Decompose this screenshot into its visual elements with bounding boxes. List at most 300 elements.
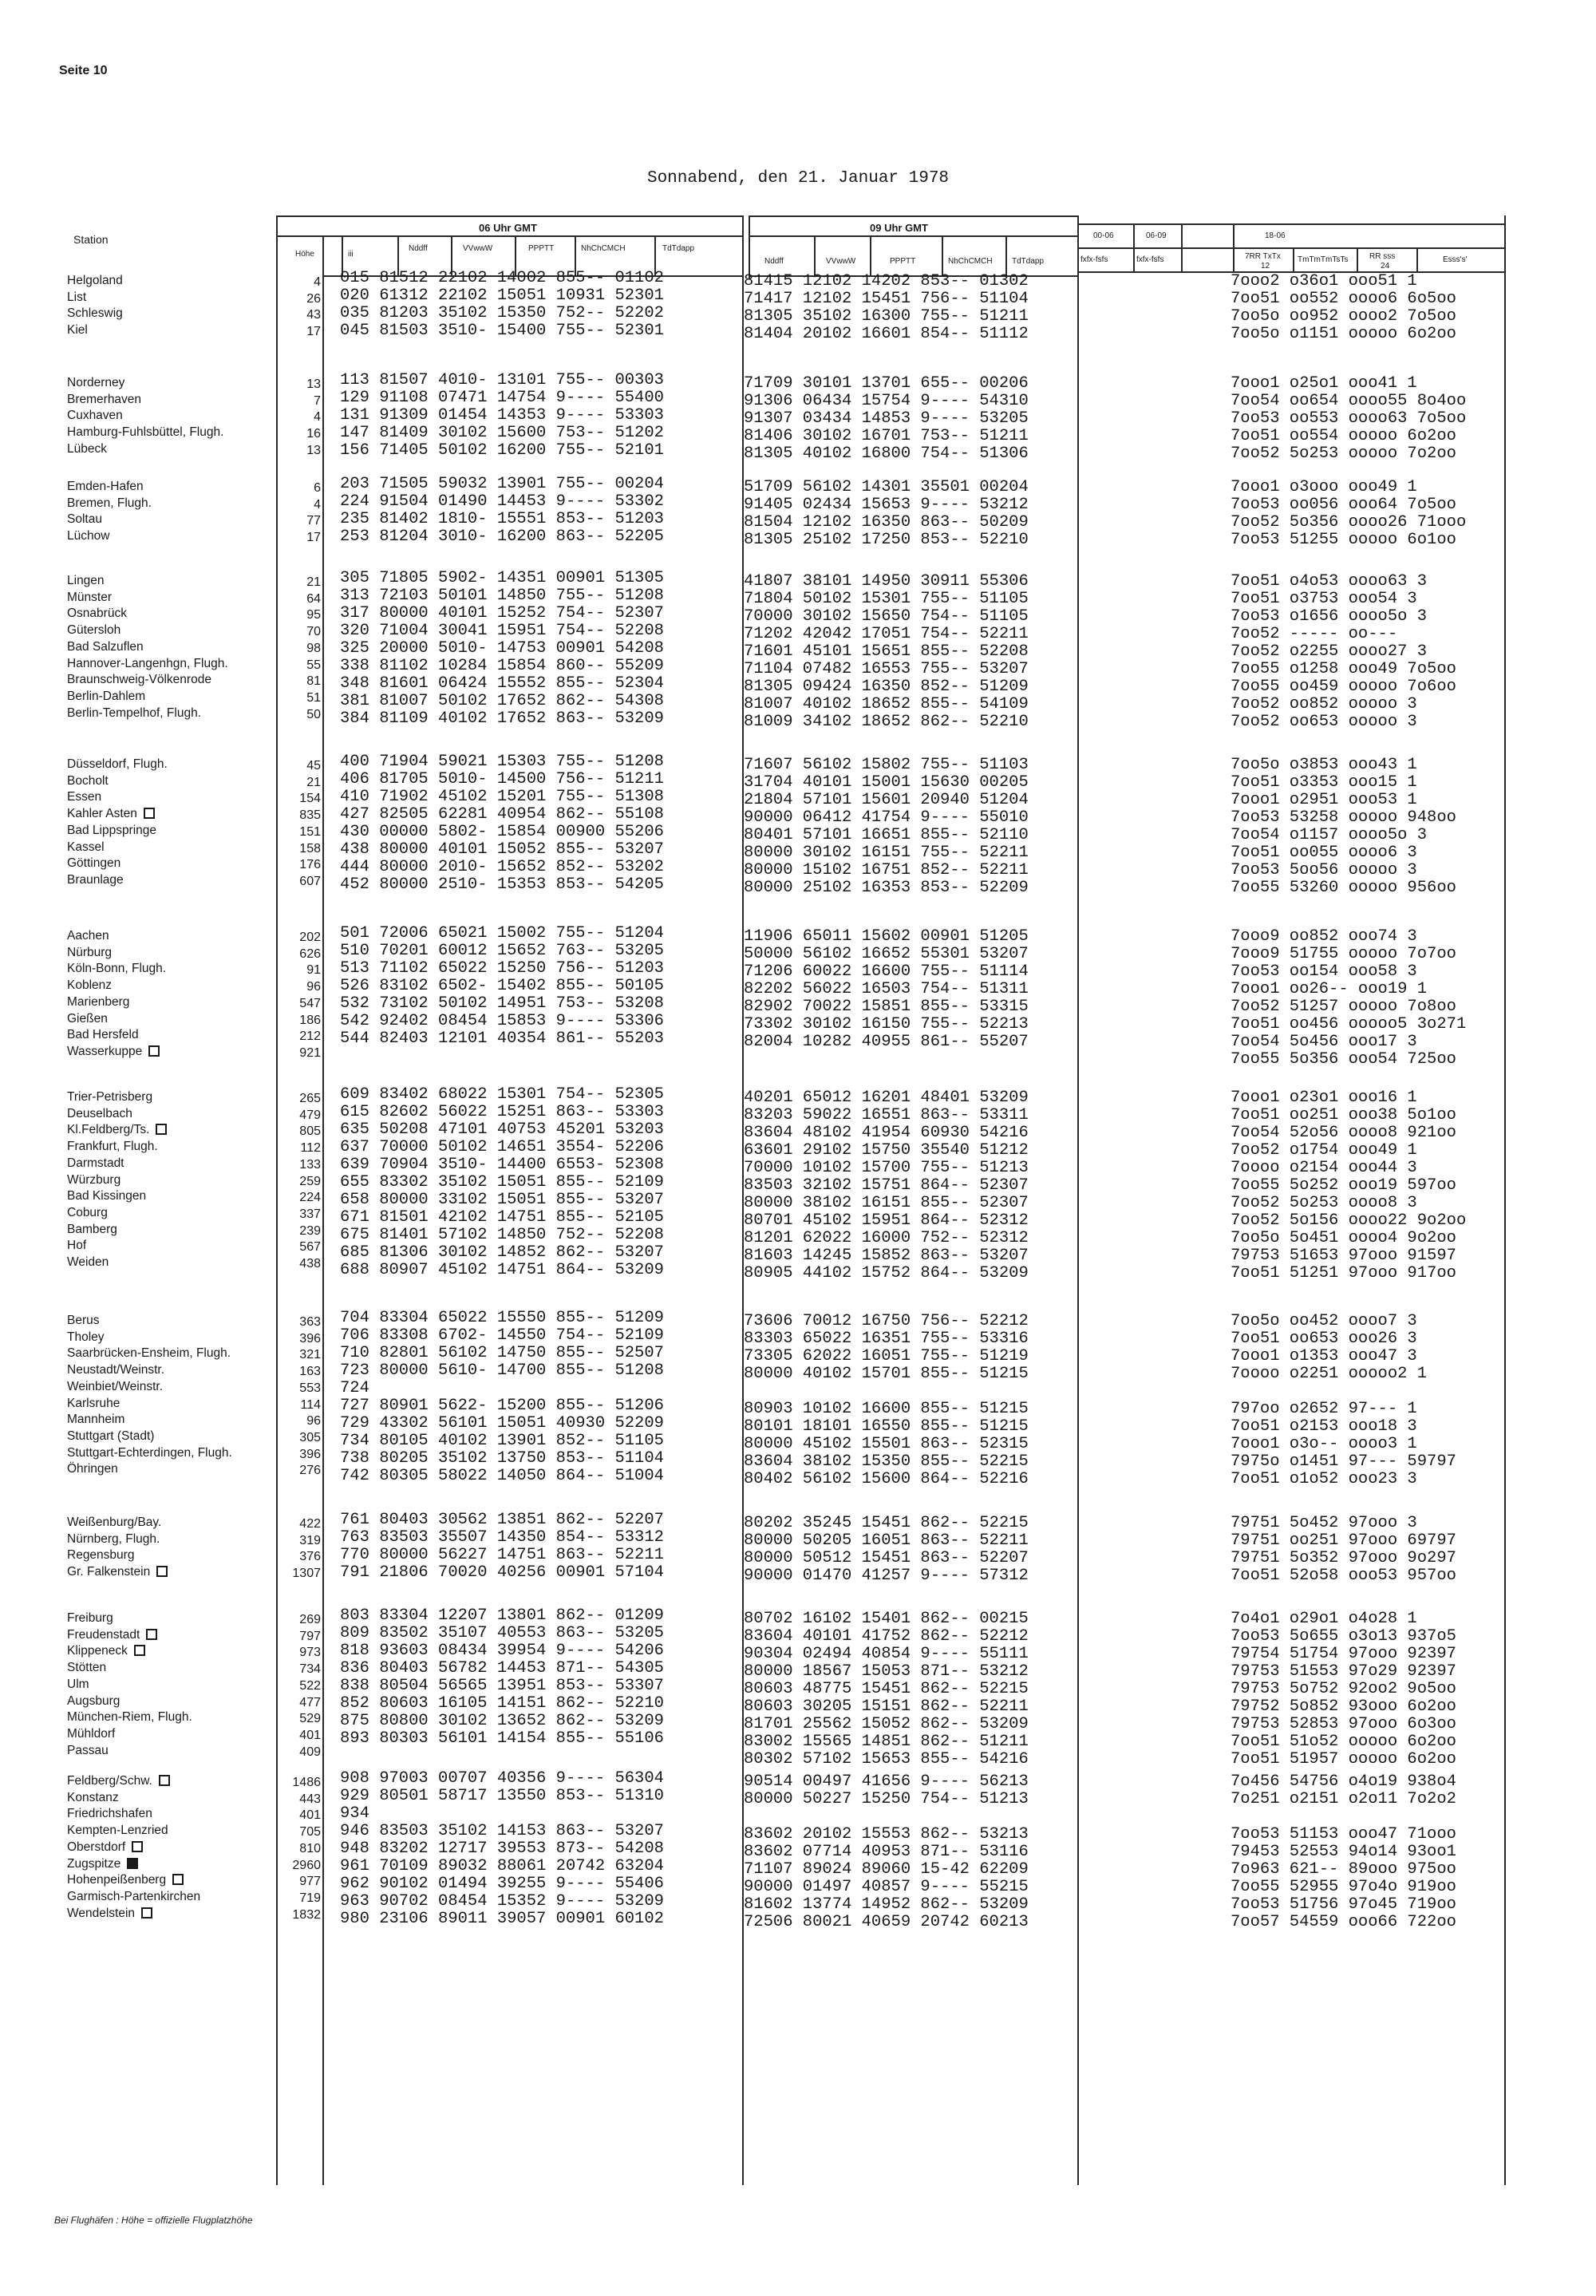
period2-header: 06-09 xyxy=(1146,231,1167,240)
daily-summary-row: 7ooo1 o3ooo ooo49 1 xyxy=(1231,478,1417,496)
station-name xyxy=(67,928,109,944)
daily-summary-row: 7oo5o 5o451 oooo4 9o2oo xyxy=(1231,1229,1456,1247)
observation-row: 72506 80021 40659 20742 60213 xyxy=(744,1913,1029,1931)
observation-row: 71202 42042 17051 754-- 52211 xyxy=(744,625,1029,643)
daily-summary-row: 7oo51 oo055 oooo6 3 xyxy=(1231,844,1417,862)
station-label: Saarbrücken-Ensheim, Flugh. xyxy=(67,1346,231,1361)
observation-row: 81701 25562 15052 862-- 53209 xyxy=(744,1715,1029,1733)
vvwww9-header: VVwwW xyxy=(826,257,856,266)
observation-row: 348 81601 06424 15552 855-- 52304 xyxy=(340,674,664,693)
station-label: Lüchow xyxy=(67,529,110,543)
daily-summary-row: 7o251 o2151 o2o11 7o2o2 xyxy=(1231,1790,1456,1808)
daily-summary-row: 7o456 54756 o4o19 938o4 xyxy=(1231,1772,1456,1791)
station-height: 6 xyxy=(314,481,321,495)
daily-summary-row: 797oo o2652 97--- 1 xyxy=(1231,1400,1417,1418)
station-height: 973 xyxy=(299,1646,321,1660)
station-label: Gr. Falkenstein xyxy=(67,1565,151,1579)
station-name xyxy=(67,1531,160,1547)
station-name xyxy=(67,1461,118,1477)
station-name xyxy=(67,573,105,589)
daily-summary-row: 7oo55 o1258 ooo49 7o5oo xyxy=(1231,660,1456,678)
station-height: 835 xyxy=(299,808,321,823)
station-name xyxy=(67,425,223,441)
station-label: Kl.Feldberg/Ts. xyxy=(67,1123,150,1137)
station-height: 4 xyxy=(314,410,321,425)
footnote: Bei Flughäfen : Höhe = offizielle Flugplatzhöhe xyxy=(54,2215,253,2226)
station-label: Köln-Bonn, Flugh. xyxy=(67,962,167,976)
station-height: 186 xyxy=(299,1013,321,1027)
observation-row: 961 70109 89032 88061 20742 63204 xyxy=(340,1857,664,1875)
observation-row: 734 80105 40102 13901 852-- 51105 xyxy=(340,1432,664,1450)
station-name xyxy=(67,322,88,338)
observation-row: 929 80501 58717 13550 853-- 51310 xyxy=(340,1787,664,1805)
observation-row: 809 83502 35107 40553 863-- 53205 xyxy=(340,1624,664,1642)
station-height: 96 xyxy=(306,980,321,994)
station-name xyxy=(67,1362,164,1378)
station-name xyxy=(67,392,141,408)
daily-summary-row: 7ooo2 o36o1 ooo51 1 xyxy=(1231,272,1417,290)
station-name xyxy=(67,1627,157,1643)
observation-row: 80000 30102 16151 755-- 52211 xyxy=(744,844,1029,862)
daily-summary-row: 79751 5o452 97ooo 3 xyxy=(1231,1514,1417,1532)
daily-summary-row: 7oo52 5o253 ooooo 7o2oo xyxy=(1231,445,1456,463)
observation-row: 438 80000 40101 15052 855-- 53207 xyxy=(340,840,664,859)
observation-row: 83203 59022 16551 863-- 53311 xyxy=(744,1106,1029,1124)
station-height: 479 xyxy=(299,1108,321,1122)
observation-row: 020 61312 22102 15051 10931 52301 xyxy=(340,287,664,305)
station-label: Hannover-Langenhgn, Flugh. xyxy=(67,656,228,670)
daily-summary-row: 7oo53 51153 ooo47 71ooo xyxy=(1231,1825,1456,1844)
station-height: 70 xyxy=(306,625,321,639)
daily-summary-row: 7oo51 oo251 ooo38 5o1oo xyxy=(1231,1106,1456,1124)
mountain-station-marker-icon xyxy=(144,808,155,819)
observation-row: 83602 20102 15553 862-- 53213 xyxy=(744,1825,1029,1844)
station-label: Augsburg xyxy=(67,1693,120,1708)
station-label: Bad Lippspringe xyxy=(67,823,157,837)
observation-row: 63601 29102 15750 35540 51212 xyxy=(744,1141,1029,1160)
daily-summary-row: 7ooo1 o23o1 ooo16 1 xyxy=(1231,1089,1417,1107)
daily-summary-row: 7oo52 5o156 oooo22 9o2oo xyxy=(1231,1211,1467,1230)
station-name xyxy=(67,1872,184,1888)
station-label: Aachen xyxy=(67,929,109,943)
observation-row: 80903 10102 16600 855-- 51215 xyxy=(744,1400,1029,1418)
observation-row: 980 23106 89011 39057 00901 60102 xyxy=(340,1910,664,1928)
station-label: Mannheim xyxy=(67,1413,125,1427)
daily-summary-row: 7oo52 ----- oo--- xyxy=(1231,625,1398,643)
station-height: 553 xyxy=(299,1381,321,1395)
station-label: Braunschweig-Völkenrode xyxy=(67,673,211,687)
station-label: List xyxy=(67,290,87,304)
daily-summary-row: 79753 51553 97o29 92397 xyxy=(1231,1662,1456,1681)
daily-summary-row: 7ooo1 o25o1 ooo41 1 xyxy=(1231,374,1417,393)
station-label: Freudenstadt xyxy=(67,1627,140,1642)
observation-row: 015 81512 22102 14002 855-- 01102 xyxy=(340,269,664,287)
station-height: 4 xyxy=(314,497,321,512)
daily-summary-row: 7oo51 52o58 ooo53 957oo xyxy=(1231,1567,1456,1585)
observation-row: 83303 65022 16351 755-- 53316 xyxy=(744,1330,1029,1348)
station-height: 7 xyxy=(314,393,321,408)
station-label: Osnabrück xyxy=(67,607,127,621)
observation-row: 203 71505 59032 13901 755-- 00204 xyxy=(340,475,664,493)
mountain-station-marker-icon xyxy=(172,1874,184,1885)
station-label: Konstanz xyxy=(67,1790,119,1804)
station-label: Cuxhaven xyxy=(67,409,123,423)
observation-row: 73302 30102 16150 755-- 52213 xyxy=(744,1015,1029,1033)
station-height: 176 xyxy=(299,858,321,872)
station-label: Passau xyxy=(67,1743,109,1757)
station-label: Berlin-Dahlem xyxy=(67,689,146,703)
station-label: Soltau xyxy=(67,512,102,527)
station-label: Lingen xyxy=(67,574,105,587)
observation-row: 836 80403 56782 14453 871-- 54305 xyxy=(340,1659,664,1678)
station-name xyxy=(67,1643,145,1659)
observation-row: 80000 50227 15250 754-- 51213 xyxy=(744,1790,1029,1808)
station-label: Helgoland xyxy=(67,274,123,287)
observation-row: 946 83503 35102 14153 863-- 53207 xyxy=(340,1822,664,1840)
mountain-station-marker-icon xyxy=(146,1629,157,1640)
daily-summary-row: 7oooo o2251 ooooo2 1 xyxy=(1231,1365,1428,1383)
observation-row: 80101 18101 16550 855-- 51215 xyxy=(744,1417,1029,1436)
station-name xyxy=(67,408,123,424)
daily-summary-row: 7oo54 52o56 oooo8 921oo xyxy=(1231,1124,1456,1142)
station-name xyxy=(67,1429,154,1444)
station-label: Frankfurt, Flugh. xyxy=(67,1140,158,1154)
station-label: Tholey xyxy=(67,1330,105,1344)
observation-row: 90000 01497 40857 9---- 55215 xyxy=(744,1878,1029,1896)
observation-row: 31704 40101 15001 15630 00205 xyxy=(744,773,1029,792)
station-label: Bad Salzuflen xyxy=(67,639,144,654)
station-name xyxy=(67,479,144,495)
station-name xyxy=(67,1205,108,1221)
daily-summary-row: 7oo55 oo459 ooooo 7o6oo xyxy=(1231,678,1456,696)
station-height: 114 xyxy=(300,1397,321,1412)
mountain-station-marker-icon xyxy=(141,1907,152,1919)
observation-row: 688 80907 45102 14751 864-- 53209 xyxy=(340,1261,664,1279)
station-height: 16 xyxy=(306,427,321,441)
station-height: 96 xyxy=(306,1414,321,1429)
observation-row: 615 82602 56022 15251 863-- 53303 xyxy=(340,1103,664,1121)
daily-summary-row: 7oo52 5o356 oooo26 71ooo xyxy=(1231,513,1467,532)
station-height: 319 xyxy=(299,1533,321,1547)
station-label: Nürnberg, Flugh. xyxy=(67,1531,160,1546)
station-name xyxy=(67,1677,89,1693)
station-label: Coburg xyxy=(67,1205,108,1219)
observation-row: 81406 30102 16701 753-- 51211 xyxy=(744,427,1029,445)
observation-row: 658 80000 33102 15051 855-- 53207 xyxy=(340,1191,664,1209)
station-label: Braunlage xyxy=(67,872,124,887)
observation-row: 71601 45101 15651 855-- 52208 xyxy=(744,642,1029,661)
station-name xyxy=(67,1379,163,1395)
station-height: 409 xyxy=(299,1745,321,1759)
station-label: Wendelstein xyxy=(67,1906,136,1920)
observation-row: 71206 60022 16600 755-- 51114 xyxy=(744,962,1029,981)
station-name xyxy=(67,639,144,655)
daily-summary-row: 79754 51754 97ooo 92397 xyxy=(1231,1645,1456,1663)
observation-row: 727 80901 5622- 15200 855-- 51206 xyxy=(340,1397,664,1415)
station-height: 265 xyxy=(299,1092,321,1105)
station-height: 977 xyxy=(299,1875,321,1889)
observation-row: 80702 16102 15401 862-- 00215 xyxy=(744,1610,1029,1628)
observation-row: 948 83202 12717 39553 873-- 54208 xyxy=(340,1840,664,1858)
station-height: 401 xyxy=(299,1728,321,1742)
station-name xyxy=(67,1396,120,1412)
daily-summary-row: 7oo55 52955 97o4o 919oo xyxy=(1231,1878,1456,1896)
observation-row: 73606 70012 16750 756-- 52212 xyxy=(744,1312,1029,1330)
station-height: 1832 xyxy=(292,1907,321,1922)
observation-row: 875 80800 30102 13652 862-- 53209 xyxy=(340,1712,664,1730)
station-name xyxy=(67,1106,132,1122)
daily-summary-row: 7oo53 51756 97o45 719oo xyxy=(1231,1895,1456,1914)
observation-row: 791 21806 70020 40256 00901 57104 xyxy=(340,1563,664,1582)
station-label: Wasserkuppe xyxy=(67,1044,143,1058)
station-name xyxy=(67,273,123,289)
observation-row: 80603 48775 15451 862-- 52215 xyxy=(744,1680,1029,1698)
station-name xyxy=(67,1564,168,1580)
observation-row: 83602 07714 40953 871-- 53116 xyxy=(744,1843,1029,1861)
station-height: 810 xyxy=(299,1841,321,1855)
mountain-station-marker-icon xyxy=(127,1858,138,1869)
observation-row: 427 82505 62281 40954 862-- 55108 xyxy=(340,805,664,824)
observation-row: 71417 12102 15451 756-- 51104 xyxy=(744,290,1029,308)
observation-row: 80000 40102 15701 855-- 51215 xyxy=(744,1365,1029,1383)
observation-row: 381 81007 50102 17652 862-- 54308 xyxy=(340,692,664,710)
station-height: 401 xyxy=(299,1808,321,1823)
observation-row: 253 81204 3010- 16200 863-- 52205 xyxy=(340,528,664,546)
station-label: Karlsruhe xyxy=(67,1396,120,1410)
station-height: 154 xyxy=(299,792,321,806)
station-height: 705 xyxy=(299,1825,321,1840)
daily-summary-row: 7oo53 5oo56 ooooo 3 xyxy=(1231,861,1417,879)
observation-row: 803 83304 12207 13801 862-- 01209 xyxy=(340,1606,664,1625)
observation-row: 90304 02494 40854 9---- 55111 xyxy=(744,1645,1029,1663)
observation-row: 818 93603 08434 39954 9---- 54206 xyxy=(340,1642,664,1660)
observation-row: 82202 56022 16503 754-- 51311 xyxy=(744,980,1029,998)
station-label: Regensburg xyxy=(67,1548,135,1563)
observation-row: 90000 06412 41754 9---- 55010 xyxy=(744,808,1029,827)
daily-summary-row: 7oo51 o2153 ooo18 3 xyxy=(1231,1417,1417,1436)
observation-row: 542 92402 08454 15853 9---- 53306 xyxy=(340,1012,664,1030)
station-name xyxy=(67,1790,119,1806)
mountain-station-marker-icon xyxy=(156,1566,168,1577)
station-label: Stötten xyxy=(67,1661,107,1675)
station-name xyxy=(67,789,101,805)
station-height: 17 xyxy=(306,531,321,545)
station-label: Weinbiet/Weinstr. xyxy=(67,1379,164,1393)
station-height: 13 xyxy=(306,443,321,457)
station-name xyxy=(67,1906,152,1922)
station-name xyxy=(67,290,86,306)
station-name xyxy=(67,622,120,638)
station-label: Klippeneck xyxy=(67,1644,128,1658)
station-label: Garmisch-Partenkirchen xyxy=(67,1889,201,1903)
observation-row: 501 72006 65021 15002 755-- 51204 xyxy=(340,924,664,943)
station-name xyxy=(67,1840,143,1855)
observation-row: 41807 38101 14950 30911 55306 xyxy=(744,572,1029,591)
observation-row: 147 81409 30102 15600 753-- 51202 xyxy=(340,424,664,442)
mountain-station-marker-icon xyxy=(132,1841,143,1852)
daily-summary-row: 7ooo1 oo26-- ooo19 1 xyxy=(1231,980,1428,998)
observation-row: 609 83402 68022 15301 754-- 52305 xyxy=(340,1085,664,1104)
station-name xyxy=(67,496,152,512)
daily-summary-row: 7oo54 oo654 oooo55 8o4oo xyxy=(1231,392,1467,410)
observation-row: 235 81402 1810- 15551 853-- 51203 xyxy=(340,510,664,528)
observation-row: 81305 35102 16300 755-- 51211 xyxy=(744,307,1029,326)
station-label: Zugspitze xyxy=(67,1856,121,1871)
station-label: Friedrichshafen xyxy=(67,1807,152,1821)
mountain-station-marker-icon xyxy=(159,1775,170,1786)
gust1-header: fxfx-fsfs xyxy=(1080,255,1108,264)
observation-row: 045 81503 3510- 15400 755-- 52301 xyxy=(340,322,664,340)
daily-summary-row: 7oo52 o1754 ooo49 1 xyxy=(1231,1141,1417,1160)
observation-row: 639 70904 3510- 14400 6553- 52308 xyxy=(340,1156,664,1174)
daily-summary-row: 7ooo9 oo852 ooo74 3 xyxy=(1231,927,1417,946)
station-label: Öhringen xyxy=(67,1462,118,1476)
station-height: 98 xyxy=(306,641,321,655)
station-height: 443 xyxy=(299,1792,321,1806)
observation-row: 80401 57101 16651 855-- 52110 xyxy=(744,826,1029,844)
observation-row: 934 xyxy=(340,1804,369,1823)
station-height: 202 xyxy=(299,931,321,944)
observation-row: 80000 25102 16353 853-- 52209 xyxy=(744,879,1029,897)
observation-row: 11906 65011 15602 00901 51205 xyxy=(744,927,1029,946)
station-height: 734 xyxy=(299,1662,321,1677)
obs09-header: 09 Uhr GMT xyxy=(870,222,928,234)
daily-summary-row: 7oo53 oo056 ooo64 7o5oo xyxy=(1231,496,1456,514)
daily-summary-row: 7oo53 o1656 oooo5o 3 xyxy=(1231,607,1428,626)
observation-row: 80000 15102 16751 852-- 52211 xyxy=(744,861,1029,879)
daily-summary-row: 7oo55 5o356 ooo54 725oo xyxy=(1231,1050,1456,1069)
observation-row: 320 71004 30041 15951 754-- 52208 xyxy=(340,622,664,640)
station-name xyxy=(67,856,120,871)
station-label: Kiel xyxy=(67,323,88,338)
page-number: Seite 10 xyxy=(59,64,108,77)
station-name xyxy=(67,705,201,721)
station-label: Berlin-Tempelhof, Flugh. xyxy=(67,705,201,720)
observation-row: 338 81102 10284 15854 860-- 55209 xyxy=(340,657,664,675)
observation-row: 637 70000 50102 14651 3554- 52206 xyxy=(340,1138,664,1156)
snow-sub-header: 24 xyxy=(1381,262,1390,271)
station-height: 422 xyxy=(299,1517,321,1531)
nddff9-header: Nddff xyxy=(764,257,784,266)
observation-row: 83604 38102 15350 855-- 52215 xyxy=(744,1452,1029,1471)
station-height: 112 xyxy=(300,1141,321,1156)
station-label: Freiburg xyxy=(67,1611,113,1625)
station-name xyxy=(67,1255,109,1271)
station-name xyxy=(67,1889,200,1905)
observation-row: 83604 40101 41752 862-- 52212 xyxy=(744,1627,1029,1646)
station-name xyxy=(67,441,107,457)
station-height: 607 xyxy=(299,874,321,888)
daily-summary-row: 7oo51 o4o53 oooo63 3 xyxy=(1231,572,1428,591)
observation-row: 83002 15565 14851 862-- 51211 xyxy=(744,1733,1029,1751)
page-heading: Sonnabend, den 21. Januar 1978 xyxy=(646,169,950,188)
station-height: 363 xyxy=(299,1315,321,1329)
observation-row: 91307 03434 14853 9---- 53205 xyxy=(744,409,1029,428)
daily-summary-row: 7oo52 oo852 ooooo 3 xyxy=(1231,695,1417,713)
station-height: 26 xyxy=(306,291,321,306)
observation-row: 90000 01470 41257 9---- 57312 xyxy=(744,1567,1029,1585)
daily-summary-row: 7oo54 o1157 oooo5o 3 xyxy=(1231,826,1428,844)
station-height: 43 xyxy=(306,308,321,322)
daily-summary-row: 7oo51 oo554 ooooo 6o2oo xyxy=(1231,427,1456,445)
station-height: 224 xyxy=(299,1191,321,1205)
observation-row: 908 97003 00707 40356 9---- 56304 xyxy=(340,1769,664,1788)
station-height: 797 xyxy=(299,1629,321,1643)
station-height: 50 xyxy=(306,707,321,721)
station-label: Bremerhaven xyxy=(67,392,142,406)
observation-row: 71804 50102 15301 755-- 51105 xyxy=(744,590,1029,608)
observation-row: 675 81401 57102 14850 752-- 52208 xyxy=(340,1226,664,1244)
daily-summary-row: 79753 5o752 92oo2 9o5oo xyxy=(1231,1680,1456,1698)
observation-row: 82004 10282 40955 861-- 55207 xyxy=(744,1033,1029,1051)
daily-summary-row: 7oo51 oo456 ooooo5 3o271 xyxy=(1231,1015,1467,1033)
ppptt9-header: PPPTT xyxy=(890,257,916,266)
station-height: 376 xyxy=(299,1550,321,1564)
snow-header: RR sss xyxy=(1369,252,1396,261)
observation-row: 71709 30101 13701 655-- 00206 xyxy=(744,374,1029,393)
daily-summary-row: 7o4o1 o29o1 o4o28 1 xyxy=(1231,1610,1417,1628)
observation-row: 305 71805 5902- 14351 00901 51305 xyxy=(340,569,664,587)
daily-summary-row: 7oo52 5o253 oooo8 3 xyxy=(1231,1194,1417,1212)
observation-row: 81603 14245 15852 863-- 53207 xyxy=(744,1247,1029,1265)
observation-row: 710 82801 56102 14750 855-- 52507 xyxy=(340,1344,664,1362)
observation-row: 852 80603 16105 14151 862-- 52210 xyxy=(340,1694,664,1713)
daily-summary-row: 7oo51 oo552 oooo6 6o5oo xyxy=(1231,290,1456,308)
station-name xyxy=(67,1412,124,1428)
station-label: Schleswig xyxy=(67,306,123,321)
station-label: Darmstadt xyxy=(67,1156,124,1170)
observation-row: 129 91108 07471 14754 9---- 55400 xyxy=(340,389,664,407)
daily-summary-row: 7oo51 51o52 ooooo 6o2oo xyxy=(1231,1733,1456,1751)
station-name xyxy=(67,1660,106,1676)
observation-row: 962 90102 01494 39255 9---- 55406 xyxy=(340,1875,664,1893)
observation-row: 81305 40102 16800 754-- 51306 xyxy=(744,445,1029,463)
station-label: Würzburg xyxy=(67,1172,121,1187)
station-name xyxy=(67,994,129,1010)
observation-row: 83503 32102 15751 864-- 52307 xyxy=(744,1176,1029,1195)
nddff-header: Nddff xyxy=(409,244,428,253)
vvwww-header: VVwwW xyxy=(463,244,493,253)
daily-summary-row: 7oo51 oo653 ooo26 3 xyxy=(1231,1330,1417,1348)
observation-row: 113 81507 4010- 13101 755-- 00303 xyxy=(340,371,664,389)
station-label: Bad Hersfeld xyxy=(67,1028,139,1042)
dewpoint-header: TdTdapp xyxy=(662,244,695,253)
station-label: Koblenz xyxy=(67,978,113,993)
station-height: 321 xyxy=(299,1348,321,1362)
station-height: 1486 xyxy=(292,1776,321,1789)
observation-row: 81404 20102 16601 854-- 51112 xyxy=(744,325,1029,343)
station-name xyxy=(67,375,124,391)
observation-row: 50000 56102 16652 55301 53207 xyxy=(744,945,1029,963)
station-height: 55 xyxy=(306,658,321,672)
mountain-station-marker-icon xyxy=(156,1124,167,1135)
observation-row: 91405 02434 15653 9---- 53212 xyxy=(744,496,1029,514)
station-height: 95 xyxy=(306,608,321,622)
daily-summary-row: 7oo53 5o655 o3o13 937o5 xyxy=(1231,1627,1456,1646)
station-label: Lübeck xyxy=(67,441,107,456)
mountain-station-marker-icon xyxy=(134,1645,145,1656)
station-name xyxy=(67,672,211,688)
station-label: Bamberg xyxy=(67,1222,117,1236)
station-height: 64 xyxy=(306,591,321,606)
station-label: Kassel xyxy=(67,840,105,854)
daily-summary-row: 7ooo1 o3o-- oooo3 1 xyxy=(1231,1435,1417,1453)
observation-row: 724 xyxy=(340,1379,369,1397)
station-label: Feldberg/Schw. xyxy=(67,1774,152,1788)
station-name xyxy=(67,1044,160,1060)
dewpoint9-header: TdTdapp xyxy=(1012,257,1045,266)
station-label: Ulm xyxy=(67,1677,89,1691)
